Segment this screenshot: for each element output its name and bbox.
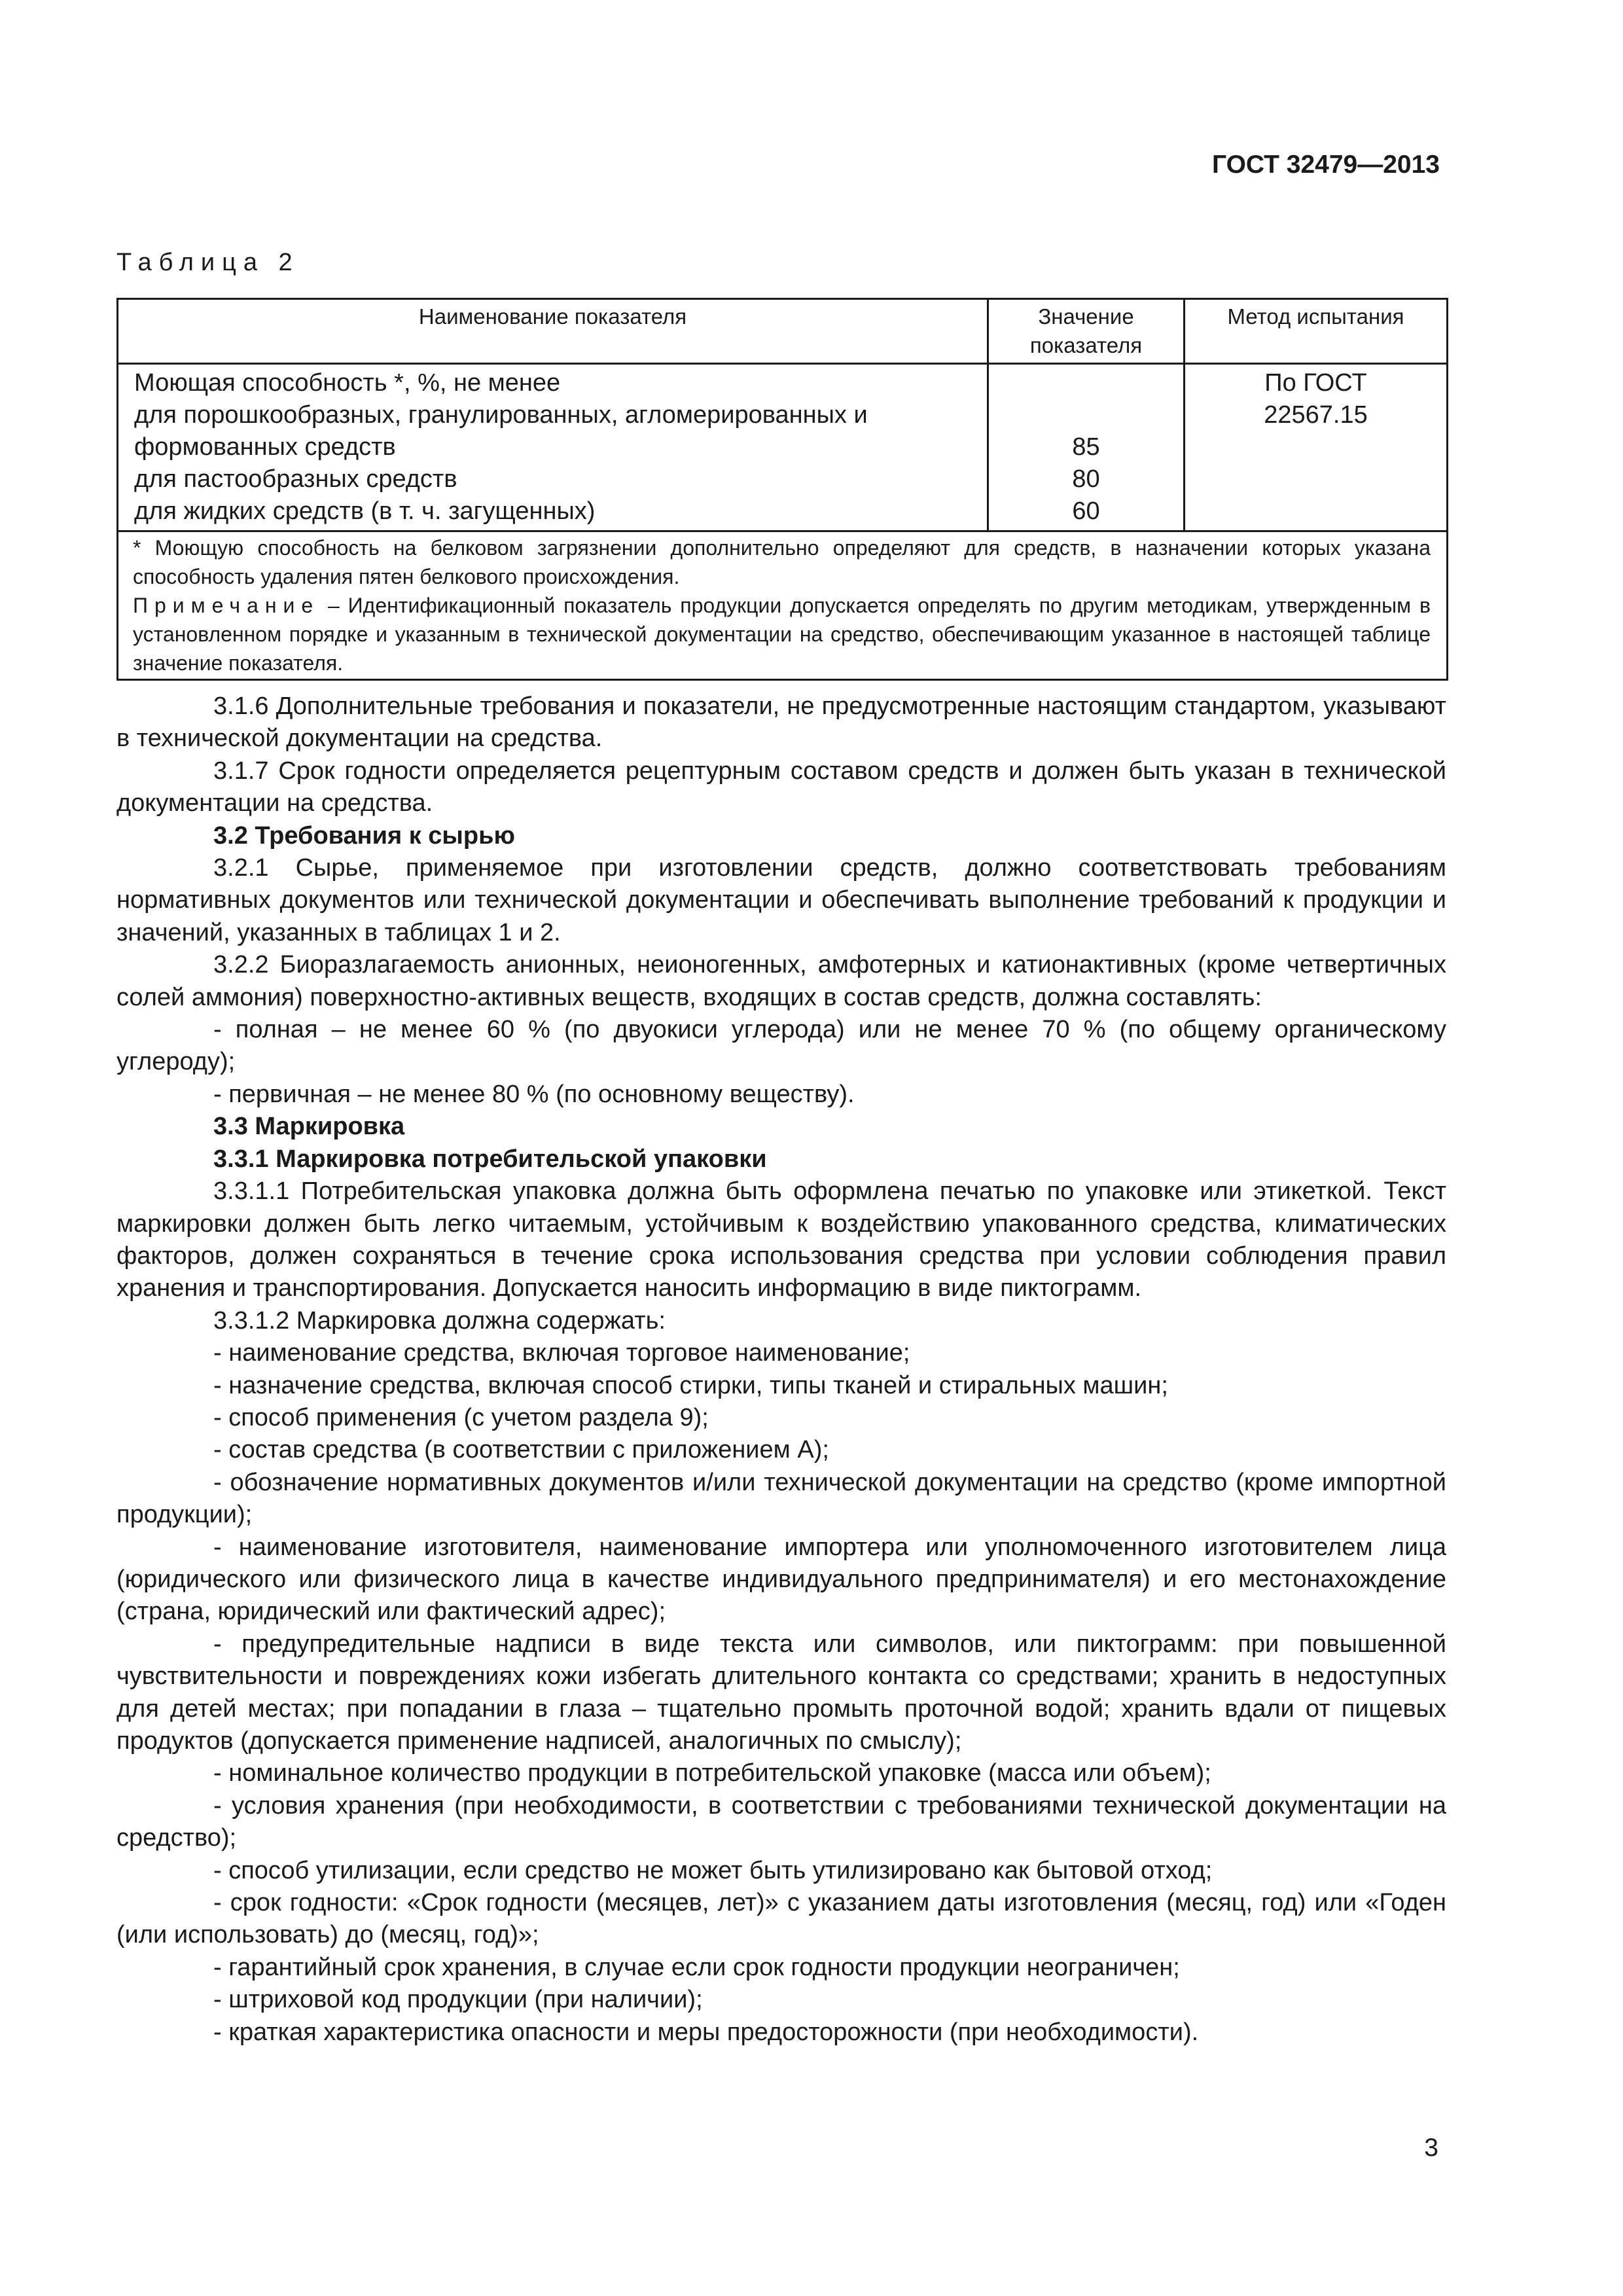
table-caption: Таблица 2 (116, 249, 300, 276)
main-text (116, 691, 1446, 2049)
table-notes-row (118, 531, 1448, 680)
header-indicator-value (988, 299, 1185, 364)
list-item: - полная – не менее 60 % (по двуокиси углерода) или не менее 70 % (по общему органическому углероду); (116, 1016, 1446, 1076)
list-item: - наименование средства, включая торговое наименование; (213, 1339, 910, 1367)
test-method-cell (1185, 364, 1448, 531)
header-value-line2: показателя (1029, 333, 1143, 357)
list-item: - срок годности: «Срок годности (месяцев, лет)» с указанием даты изготовления (месяц, год) или «Годен (или использовать) до (месяц, год)»; (116, 1889, 1446, 1949)
paragraph: 3.2.2 Биоразлагаемость анионных, неионогенных, амфотерных и катионактивных (кроме четвертичных солей аммония) поверхностно-активных веществ, входящих в состав средств, должна составлять: (116, 951, 1446, 1011)
list-item: - условия хранения (при необходимости, в соответствии с требованиями технической документации на средство); (116, 1791, 1446, 1852)
paragraph: 3.3.1.2 Маркировка должна содержать: (213, 1306, 666, 1335)
list-item: - предупредительные надписи в виде текста или символов, или пиктограмм: при повышенной чувствительности и повреждениях кожи избегать длительного контакта со средствами; хранить в недоступных для детей местах; при попадании в глаза – тщательно промыть проточной водой; хранить вдали от пищевых продуктов (допускается применение надписей, аналогичных по смыслу); (116, 1630, 1446, 1755)
list-item: - назначение средства, включая способ стирки, типы тканей и стиральных машин; (213, 1371, 1168, 1399)
table-data-row (118, 364, 1448, 531)
paragraph: 3.3.1.1 Потребительская упаковка должна быть оформлена печатью по упаковке или этикеткой. Текст маркировки должен быть легко читаемым, устойчивым к воздействию упакованного средства, климатических факторов, должен сохраняться в течение срока использования средства при условии соблюдения правил хранения и транспортирования. Допускается наносить информацию в виде пиктограмм. (116, 1177, 1446, 1302)
list-item: - номинальное количество продукции в потребительской упаковке (масса или объем); (213, 1759, 1211, 1787)
list-item: - способ применения (с учетом раздела 9); (213, 1403, 709, 1431)
value-paste: 80 (1072, 465, 1100, 493)
table-note (133, 591, 1431, 677)
indicator-line: для порошкообразных, гранулированных, агломерированных и (134, 401, 868, 429)
section-heading: 3.3 Маркировка (213, 1113, 405, 1141)
paragraph: 3.1.7 Срок годности определяется рецептурным составом средств и должен быть указан в технической документации на средства. (116, 757, 1446, 817)
indicator-line: формованных средств (134, 433, 396, 461)
list-item: - состав средства (в соответствии с приложением А); (213, 1436, 829, 1464)
table-footnote: * Моющую способность на белковом загрязнении дополнительно определяют для средств, в назначении которых указана способность удаления пятен белкового происхождения. (133, 536, 1431, 588)
note-text: – Идентификационный показатель продукции допускается определять по другим методикам, утвержденным в установленном порядке и указанным в технической документации на средство, обеспечивающим указанное в настоящей таблице значение показателя. (133, 594, 1431, 675)
table-notes-cell (118, 531, 1448, 680)
section-heading: 3.2 Требования к сырью (213, 821, 515, 850)
indicators-table (116, 298, 1448, 681)
header-test-method: Метод испытания (1185, 299, 1448, 364)
paragraph: 3.2.1 Сырье, применяемое при изготовлении средств, должно соответствовать требованиям нормативных документов или технической документации и обеспечивать выполнение требований к продукции и значений, указанных в таблицах 1 и 2. (116, 854, 1446, 946)
header-value-line1: Значение (1038, 304, 1134, 329)
note-label: Примечание (133, 594, 320, 617)
method-line2: 22567.15 (1264, 401, 1368, 429)
list-item: - первичная – не менее 80 % (по основному веществу). (213, 1080, 855, 1108)
indicator-name-cell (118, 364, 988, 531)
subsection-heading: 3.3.1 Маркировка потребительской упаковки (213, 1145, 767, 1173)
list-item: - гарантийный срок хранения, в случае если срок годности продукции неограничен; (213, 1953, 1180, 1981)
header-indicator-name: Наименование показателя (118, 299, 988, 364)
method-line1: По ГОСТ (1264, 369, 1367, 397)
list-item: - краткая характеристика опасности и меры предосторожности (при необходимости). (213, 2018, 1199, 2046)
indicator-line: Моющая способность *, %, не менее (134, 369, 561, 397)
document-code: ГОСТ 32479—2013 (1212, 151, 1440, 179)
list-item: - обозначение нормативных документов и/или технической документации на средство (кроме импортной продукции); (116, 1468, 1446, 1529)
table-header-row (118, 299, 1448, 364)
paragraph: 3.1.6 Дополнительные требования и показатели, не предусмотренные настоящим стандартом, указывают в технической документации на средства. (116, 692, 1446, 753)
list-item: - штриховой код продукции (при наличии); (213, 1986, 703, 2014)
indicator-value-cell (988, 364, 1185, 531)
page-number: 3 (1424, 2134, 1438, 2162)
indicator-line: для жидких средств (в т. ч. загущенных) (134, 497, 596, 525)
list-item: - способ утилизации, если средство не может быть утилизировано как бытовой отход; (213, 1856, 1213, 1884)
list-item: - наименование изготовителя, наименование импортера или уполномоченного изготовителем лица (юридического или физического лица в качестве индивидуального предпринимателя) и его местонахождение (страна, юридический или фактический адрес); (116, 1533, 1446, 1626)
value-liquid: 60 (1072, 497, 1100, 525)
value-powder: 85 (1072, 433, 1100, 461)
indicator-line: для пастообразных средств (134, 465, 457, 493)
